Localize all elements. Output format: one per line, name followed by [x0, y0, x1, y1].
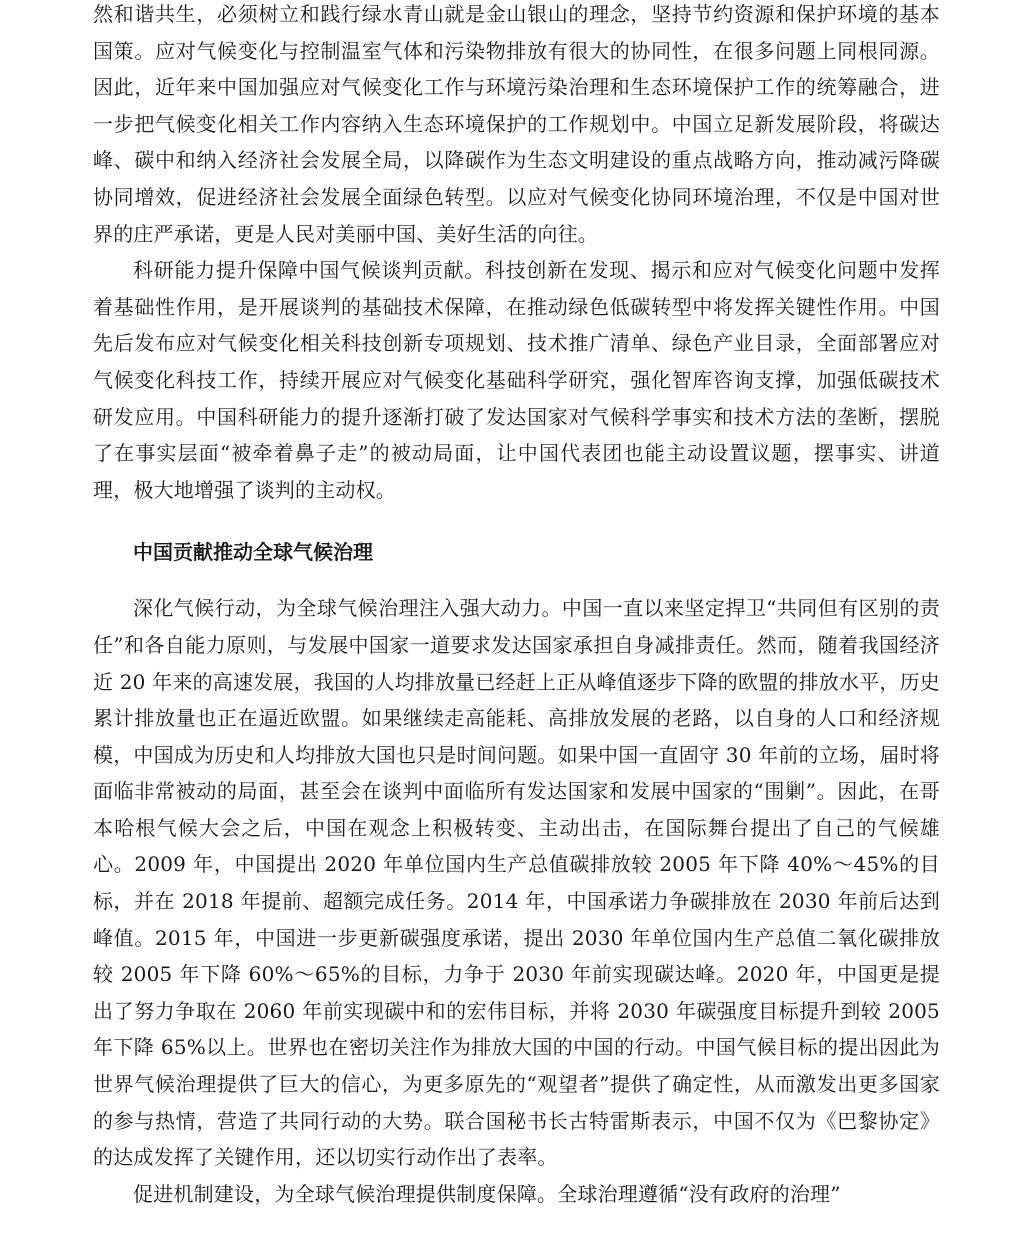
body-paragraph: 深化气候行动，为全球气候治理注入强大动力。中国一直以来坚定捍卫“共同但有区别的责任”和各自能力原则，与发展中国家一道要求发达国家承担自身减排责任。然而，随着我国经济近 20 年来的高速发展，我国的人均排放量已经赶上正从峰值逐步下降的欧盟的排放水平，历史累计排放量也正在逼近欧盟。如果继续走高能耗、高排放发展的老路，以自身的人口和经济规模，中国成为历史和人均排放大国也只是时间问题。如果中国一直固守 30 年前的立场，届时将面临非常被动的局面，甚至会在谈判中面临所有发达国家和发展中国家的“围剿”。因此，在哥本哈根气候大会之后，中国在观念上积极转变、主动出击，在国际舞台提出了自己的气候雄心。2009 年，中国提出 2020 年单位国内生产总值碳排放较 2005 年下降 40%～45%的目标，并在 2018 年提前、超额完成任务。2014 年，中国承诺力争碳排放在 2030 年前后达到峰值。2015 年，中国进一步更新碳强度承诺，提出 2030 年单位国内生产总值二氧化碳排放较 2005 年下降 60%～65%的目标，力争于 2030 年前实现碳达峰。2020 年，中国更是提出了努力争取在 2060 年前实现碳中和的宏伟目标，并将 2030 年碳强度目标提升到较 2005 年下降 65%以上。世界也在密切关注作为排放大国的中国的行动。中国气候目标的提出因此为世界气候治理提供了巨大的信心，为更多原先的“观望者”提供了确定性，从而激发出更多国家的参与热情，营造了共同行动的大势。联合国秘书长古特雷斯表示，中国不仅为《巴黎协定》的达成发挥了关键作用，还以切实行动作出了表率。: [93, 596, 940, 1170]
document-page: [93, 0, 940, 1212]
body-paragraph: 科研能力提升保障中国气候谈判贡献。科技创新在发现、揭示和应对气候变化问题中发挥着基础性作用，是开展谈判的基础技术保障，在推动绿色低碳转型中将发挥关键性作用。中国先后发布应对气候变化相关科技创新专项规划、技术推广清单、绿色产业目录，全面部署应对气候变化科技工作，持续开展应对气候变化基础科学研究，强化智库咨询支撑，加强低碳技术研发应用。中国科研能力的提升逐渐打破了发达国家对气候科学事实和技术方法的垄断，摆脱了在事实层面“被牵着鼻子走”的被动局面，让中国代表团也能主动设置议题，摆事实、讲道理，极大地增强了谈判的主动权。: [93, 258, 940, 502]
body-paragraph: 促进机制建设，为全球气候治理提供制度保障。全球治理遵循“没有政府的治理”: [133, 1181, 841, 1206]
body-paragraph: 然和谐共生，必须树立和践行绿水青山就是金山银山的理念，坚持节约资源和保护环境的基本国策。应对气候变化与控制温室气体和污染物排放有很大的协同性，在很多问题上同根同源。因此，近年来中国加强应对气候变化工作与环境污染治理和生态环境保护工作的统筹融合，进一步把气候变化相关工作内容纳入生态环境保护的工作规划中。中国立足新发展阶段，将碳达峰、碳中和纳入经济社会发展全局，以降碳作为生态文明建设的重点战略方向，推动减污降碳协同增效，促进经济社会发展全面绿色转型。以应对气候变化协同环境治理，不仅是中国对世界的庄严承诺，更是人民对美丽中国、美好生活的向往。: [93, 2, 940, 246]
section-heading: 中国贡献推动全球气候治理: [133, 540, 373, 565]
